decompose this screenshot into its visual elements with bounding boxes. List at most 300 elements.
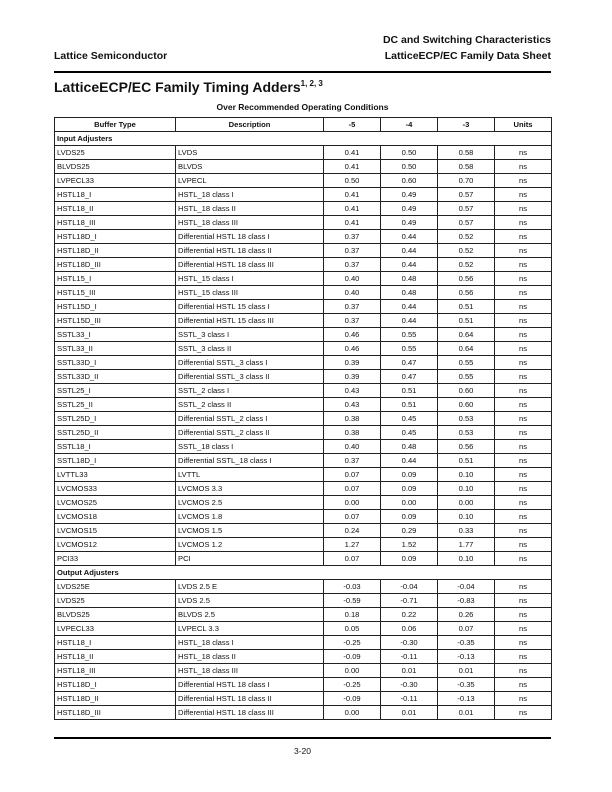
speed-3-cell: 0.01 <box>438 706 495 720</box>
table-row <box>55 160 552 174</box>
speed-4-cell: 0.49 <box>381 202 438 216</box>
units-cell: ns <box>495 230 552 244</box>
section-row <box>55 132 552 146</box>
speed-4-cell: 0.44 <box>381 230 438 244</box>
description-cell: SSTL_2 class I <box>176 384 324 398</box>
speed-4-cell: -0.71 <box>381 594 438 608</box>
speed-4-cell: 0.51 <box>381 384 438 398</box>
footer-rule <box>54 737 551 739</box>
speed-3-cell: -0.35 <box>438 678 495 692</box>
speed-4-cell: 0.09 <box>381 468 438 482</box>
speed-4-cell: 0.29 <box>381 524 438 538</box>
speed-4-cell: 0.49 <box>381 188 438 202</box>
units-cell: ns <box>495 300 552 314</box>
speed-4-cell: -0.30 <box>381 636 438 650</box>
title-footnotes: 1, 2, 3 <box>300 79 323 88</box>
speed-5-cell: -0.25 <box>324 678 381 692</box>
description-cell: LVCMOS 1.5 <box>176 524 324 538</box>
speed-4-cell: 0.47 <box>381 370 438 384</box>
speed-3-cell: 0.10 <box>438 482 495 496</box>
speed-4-cell: 0.44 <box>381 258 438 272</box>
table-row <box>55 440 552 454</box>
buffer-type-cell: SSTL33_II <box>55 342 176 356</box>
column-header: -3 <box>438 118 495 132</box>
description-cell: LVCMOS 1.2 <box>176 538 324 552</box>
buffer-type-cell: SSTL25_II <box>55 398 176 412</box>
table-row <box>55 552 552 566</box>
speed-5-cell: 0.37 <box>324 454 381 468</box>
speed-5-cell: 0.46 <box>324 342 381 356</box>
description-cell: Differential HSTL 18 class I <box>176 230 324 244</box>
speed-4-cell: 0.47 <box>381 356 438 370</box>
speed-5-cell: 0.18 <box>324 608 381 622</box>
description-cell: BLVDS 2.5 <box>176 608 324 622</box>
speed-4-cell: 0.60 <box>381 174 438 188</box>
speed-3-cell: 0.55 <box>438 370 495 384</box>
description-cell: SSTL_2 class II <box>176 398 324 412</box>
table-row <box>55 524 552 538</box>
table-row <box>55 370 552 384</box>
speed-4-cell: -0.04 <box>381 580 438 594</box>
page-number: 3-20 <box>293 746 311 756</box>
section-row <box>55 566 552 580</box>
company-name: Lattice Semiconductor <box>54 50 168 62</box>
units-cell: ns <box>495 370 552 384</box>
buffer-type-cell: SSTL33D_I <box>55 356 176 370</box>
table-row <box>55 426 552 440</box>
table-row <box>55 342 552 356</box>
speed-4-cell: 0.50 <box>381 146 438 160</box>
speed-3-cell: 0.70 <box>438 174 495 188</box>
speed-3-cell: 0.64 <box>438 342 495 356</box>
speed-3-cell: 0.51 <box>438 454 495 468</box>
buffer-type-cell: HSTL18_III <box>55 664 176 678</box>
units-cell: ns <box>495 706 552 720</box>
table-row <box>55 398 552 412</box>
timing-adders-table <box>54 117 552 720</box>
units-cell: ns <box>495 216 552 230</box>
buffer-type-cell: LVCMOS12 <box>55 538 176 552</box>
buffer-type-cell: HSTL18_II <box>55 650 176 664</box>
description-cell: HSTL_18 class III <box>176 664 324 678</box>
description-cell: Differential SSTL_2 class I <box>176 412 324 426</box>
units-cell: ns <box>495 580 552 594</box>
units-cell: ns <box>495 538 552 552</box>
speed-4-cell: 0.44 <box>381 314 438 328</box>
description-cell: SSTL_3 class II <box>176 342 324 356</box>
description-cell: LVDS 2.5 <box>176 594 324 608</box>
table-row <box>55 594 552 608</box>
description-cell: Differential HSTL 18 class III <box>176 706 324 720</box>
speed-4-cell: 0.09 <box>381 510 438 524</box>
units-cell: ns <box>495 272 552 286</box>
speed-3-cell: 0.10 <box>438 552 495 566</box>
units-cell: ns <box>495 552 552 566</box>
buffer-type-cell: BLVDS25 <box>55 160 176 174</box>
description-cell: SSTL_3 class I <box>176 328 324 342</box>
units-cell: ns <box>495 146 552 160</box>
table-row <box>55 272 552 286</box>
description-cell: Differential HSTL 18 class II <box>176 692 324 706</box>
speed-5-cell: 0.24 <box>324 524 381 538</box>
speed-5-cell: 0.07 <box>324 468 381 482</box>
table-row <box>55 650 552 664</box>
speed-5-cell: 0.00 <box>324 706 381 720</box>
speed-4-cell: 0.55 <box>381 342 438 356</box>
buffer-type-cell: SSTL25D_II <box>55 426 176 440</box>
speed-5-cell: 0.39 <box>324 356 381 370</box>
table-row <box>55 146 552 160</box>
speed-5-cell: -0.09 <box>324 650 381 664</box>
speed-5-cell: 0.00 <box>324 664 381 678</box>
table-row <box>55 496 552 510</box>
speed-3-cell: 0.01 <box>438 664 495 678</box>
buffer-type-cell: LVDS25 <box>55 594 176 608</box>
buffer-type-cell: SSTL18D_I <box>55 454 176 468</box>
speed-5-cell: -0.59 <box>324 594 381 608</box>
units-cell: ns <box>495 440 552 454</box>
table-row <box>55 188 552 202</box>
speed-3-cell: -0.35 <box>438 636 495 650</box>
units-cell: ns <box>495 678 552 692</box>
table-subtitle: Over Recommended Operating Conditions <box>216 102 389 112</box>
speed-3-cell: 0.26 <box>438 608 495 622</box>
units-cell: ns <box>495 258 552 272</box>
description-cell: SSTL_18 class I <box>176 440 324 454</box>
speed-3-cell: 0.52 <box>438 230 495 244</box>
units-cell: ns <box>495 650 552 664</box>
description-cell: LVDS <box>176 146 324 160</box>
buffer-type-cell: HSTL18D_III <box>55 706 176 720</box>
speed-3-cell: 0.10 <box>438 468 495 482</box>
speed-4-cell: 0.45 <box>381 412 438 426</box>
speed-3-cell: 0.58 <box>438 160 495 174</box>
units-cell: ns <box>495 608 552 622</box>
buffer-type-cell: LVCMOS15 <box>55 524 176 538</box>
buffer-type-cell: HSTL18_I <box>55 636 176 650</box>
speed-3-cell: 0.60 <box>438 384 495 398</box>
units-cell: ns <box>495 692 552 706</box>
buffer-type-cell: SSTL25D_I <box>55 412 176 426</box>
units-cell: ns <box>495 188 552 202</box>
description-cell: Differential HSTL 18 class I <box>176 678 324 692</box>
speed-4-cell: 0.48 <box>381 440 438 454</box>
speed-5-cell: 0.07 <box>324 510 381 524</box>
table-row <box>55 538 552 552</box>
speed-5-cell: 0.38 <box>324 426 381 440</box>
speed-3-cell: -0.04 <box>438 580 495 594</box>
speed-5-cell: 0.37 <box>324 300 381 314</box>
section-title: DC and Switching Characteristics <box>382 34 551 46</box>
speed-5-cell: 0.41 <box>324 146 381 160</box>
buffer-type-cell: LVCMOS25 <box>55 496 176 510</box>
speed-4-cell: 0.09 <box>381 552 438 566</box>
speed-5-cell: -0.09 <box>324 692 381 706</box>
description-cell: Differential SSTL_2 class II <box>176 426 324 440</box>
description-cell: Differential HSTL 18 class II <box>176 244 324 258</box>
table-row <box>55 622 552 636</box>
units-cell: ns <box>495 482 552 496</box>
speed-5-cell: 0.41 <box>324 216 381 230</box>
table-row <box>55 468 552 482</box>
table-row <box>55 482 552 496</box>
table-row <box>55 412 552 426</box>
description-cell: LVTTL <box>176 468 324 482</box>
speed-5-cell: 0.38 <box>324 412 381 426</box>
buffer-type-cell: HSTL18_II <box>55 202 176 216</box>
speed-3-cell: 0.57 <box>438 188 495 202</box>
speed-3-cell: 0.33 <box>438 524 495 538</box>
table-row <box>55 314 552 328</box>
units-cell: ns <box>495 594 552 608</box>
buffer-type-cell: HSTL15D_III <box>55 314 176 328</box>
description-cell: HSTL_18 class I <box>176 636 324 650</box>
table-row <box>55 706 552 720</box>
speed-4-cell: 0.48 <box>381 272 438 286</box>
column-header: -5 <box>324 118 381 132</box>
table-row <box>55 580 552 594</box>
description-cell: Differential HSTL 15 class III <box>176 314 324 328</box>
speed-3-cell: -0.13 <box>438 692 495 706</box>
buffer-type-cell: HSTL18D_I <box>55 678 176 692</box>
units-cell: ns <box>495 328 552 342</box>
speed-4-cell: 0.00 <box>381 496 438 510</box>
section-label: Output Adjusters <box>55 566 552 580</box>
speed-3-cell: 0.53 <box>438 426 495 440</box>
column-header: -4 <box>381 118 438 132</box>
speed-4-cell: 0.49 <box>381 216 438 230</box>
buffer-type-cell: LVCMOS18 <box>55 510 176 524</box>
table-row <box>55 678 552 692</box>
buffer-type-cell: HSTL15_III <box>55 286 176 300</box>
buffer-type-cell: LVCMOS33 <box>55 482 176 496</box>
buffer-type-cell: HSTL18D_II <box>55 244 176 258</box>
speed-5-cell: 0.05 <box>324 622 381 636</box>
speed-4-cell: -0.11 <box>381 692 438 706</box>
speed-4-cell: 0.06 <box>381 622 438 636</box>
units-cell: ns <box>495 664 552 678</box>
table-row <box>55 384 552 398</box>
speed-4-cell: 0.51 <box>381 398 438 412</box>
speed-3-cell: 0.56 <box>438 272 495 286</box>
description-cell: LVPECL 3.3 <box>176 622 324 636</box>
description-cell: LVCMOS 3.3 <box>176 482 324 496</box>
buffer-type-cell: PCI33 <box>55 552 176 566</box>
table-row <box>55 202 552 216</box>
speed-5-cell: 0.39 <box>324 370 381 384</box>
speed-5-cell: 0.37 <box>324 258 381 272</box>
buffer-type-cell: SSTL18_I <box>55 440 176 454</box>
speed-3-cell: 0.60 <box>438 398 495 412</box>
speed-4-cell: 0.01 <box>381 706 438 720</box>
speed-3-cell: 0.52 <box>438 244 495 258</box>
table-row <box>55 244 552 258</box>
speed-5-cell: -0.25 <box>324 636 381 650</box>
units-cell: ns <box>495 636 552 650</box>
buffer-type-cell: HSTL18D_II <box>55 692 176 706</box>
description-cell: HSTL_15 class I <box>176 272 324 286</box>
description-cell: Differential SSTL_3 class II <box>176 370 324 384</box>
speed-5-cell: 0.00 <box>324 496 381 510</box>
speed-3-cell: 0.58 <box>438 146 495 160</box>
speed-5-cell: 0.41 <box>324 188 381 202</box>
units-cell: ns <box>495 286 552 300</box>
table-row <box>55 454 552 468</box>
table-row <box>55 692 552 706</box>
table-row <box>55 300 552 314</box>
units-cell: ns <box>495 412 552 426</box>
table-row <box>55 174 552 188</box>
units-cell: ns <box>495 524 552 538</box>
buffer-type-cell: SSTL33_I <box>55 328 176 342</box>
section-label: Input Adjusters <box>55 132 552 146</box>
buffer-type-cell: HSTL18D_I <box>55 230 176 244</box>
table-row <box>55 608 552 622</box>
units-cell: ns <box>495 342 552 356</box>
buffer-type-cell: SSTL25_I <box>55 384 176 398</box>
buffer-type-cell: HSTL18_I <box>55 188 176 202</box>
table-row <box>55 510 552 524</box>
speed-5-cell: 0.07 <box>324 482 381 496</box>
speed-3-cell: 0.00 <box>438 496 495 510</box>
description-cell: LVCMOS 2.5 <box>176 496 324 510</box>
units-cell: ns <box>495 202 552 216</box>
buffer-type-cell: LVPECL33 <box>55 622 176 636</box>
header-rule <box>54 71 551 73</box>
speed-3-cell: 0.53 <box>438 412 495 426</box>
speed-4-cell: 0.48 <box>381 286 438 300</box>
buffer-type-cell: LVTTL33 <box>55 468 176 482</box>
buffer-type-cell: SSTL33D_II <box>55 370 176 384</box>
buffer-type-cell: LVDS25 <box>55 146 176 160</box>
table-row <box>55 286 552 300</box>
speed-3-cell: 0.57 <box>438 216 495 230</box>
speed-5-cell: 0.40 <box>324 286 381 300</box>
description-cell: HSTL_18 class I <box>176 188 324 202</box>
speed-5-cell: 0.41 <box>324 202 381 216</box>
table-row <box>55 216 552 230</box>
units-cell: ns <box>495 398 552 412</box>
units-cell: ns <box>495 244 552 258</box>
page-title <box>54 79 323 95</box>
speed-4-cell: 0.55 <box>381 328 438 342</box>
units-cell: ns <box>495 426 552 440</box>
buffer-type-cell: BLVDS25 <box>55 608 176 622</box>
speed-3-cell: -0.83 <box>438 594 495 608</box>
speed-5-cell: 1.27 <box>324 538 381 552</box>
speed-4-cell: 0.45 <box>381 426 438 440</box>
speed-3-cell: 1.77 <box>438 538 495 552</box>
description-cell: LVDS 2.5 E <box>176 580 324 594</box>
speed-3-cell: 0.07 <box>438 622 495 636</box>
description-cell: BLVDS <box>176 160 324 174</box>
speed-5-cell: 0.43 <box>324 398 381 412</box>
units-cell: ns <box>495 496 552 510</box>
document-title: LatticeECP/EC Family Data Sheet <box>384 50 551 62</box>
speed-4-cell: 0.44 <box>381 300 438 314</box>
speed-4-cell: -0.30 <box>381 678 438 692</box>
speed-4-cell: 0.22 <box>381 608 438 622</box>
speed-5-cell: -0.03 <box>324 580 381 594</box>
speed-4-cell: 0.01 <box>381 664 438 678</box>
speed-5-cell: 0.40 <box>324 440 381 454</box>
description-cell: LVPECL <box>176 174 324 188</box>
speed-3-cell: 0.10 <box>438 510 495 524</box>
speed-4-cell: 0.50 <box>381 160 438 174</box>
description-cell: Differential SSTL_18 class I <box>176 454 324 468</box>
table-row <box>55 356 552 370</box>
description-cell: HSTL_18 class III <box>176 216 324 230</box>
speed-5-cell: 0.50 <box>324 174 381 188</box>
speed-5-cell: 0.37 <box>324 244 381 258</box>
column-header: Units <box>495 118 552 132</box>
speed-5-cell: 0.43 <box>324 384 381 398</box>
speed-4-cell: 1.52 <box>381 538 438 552</box>
speed-5-cell: 0.46 <box>324 328 381 342</box>
buffer-type-cell: LVPECL33 <box>55 174 176 188</box>
units-cell: ns <box>495 174 552 188</box>
speed-4-cell: 0.44 <box>381 454 438 468</box>
table-header-row <box>55 118 552 132</box>
column-header: Description <box>176 118 324 132</box>
units-cell: ns <box>495 468 552 482</box>
speed-3-cell: 0.64 <box>438 328 495 342</box>
table-row <box>55 636 552 650</box>
speed-3-cell: 0.57 <box>438 202 495 216</box>
column-header: Buffer Type <box>55 118 176 132</box>
speed-3-cell: 0.52 <box>438 258 495 272</box>
speed-5-cell: 0.41 <box>324 160 381 174</box>
units-cell: ns <box>495 356 552 370</box>
speed-3-cell: 0.56 <box>438 286 495 300</box>
table-row <box>55 258 552 272</box>
units-cell: ns <box>495 384 552 398</box>
description-cell: Differential HSTL 15 class I <box>176 300 324 314</box>
units-cell: ns <box>495 510 552 524</box>
buffer-type-cell: HSTL15_I <box>55 272 176 286</box>
description-cell: HSTL_18 class II <box>176 202 324 216</box>
speed-3-cell: 0.51 <box>438 300 495 314</box>
description-cell: LVCMOS 1.8 <box>176 510 324 524</box>
table-row <box>55 664 552 678</box>
table-row <box>55 230 552 244</box>
buffer-type-cell: LVDS25E <box>55 580 176 594</box>
speed-5-cell: 0.07 <box>324 552 381 566</box>
speed-4-cell: 0.44 <box>381 244 438 258</box>
buffer-type-cell: HSTL18_III <box>55 216 176 230</box>
description-cell: Differential HSTL 18 class III <box>176 258 324 272</box>
units-cell: ns <box>495 160 552 174</box>
buffer-type-cell: HSTL18D_III <box>55 258 176 272</box>
speed-3-cell: 0.51 <box>438 314 495 328</box>
description-cell: HSTL_15 class III <box>176 286 324 300</box>
buffer-type-cell: HSTL15D_I <box>55 300 176 314</box>
title-text: LatticeECP/EC Family Timing Adders <box>54 79 301 95</box>
units-cell: ns <box>495 622 552 636</box>
description-cell: PCI <box>176 552 324 566</box>
units-cell: ns <box>495 454 552 468</box>
table-row <box>55 328 552 342</box>
speed-5-cell: 0.40 <box>324 272 381 286</box>
speed-3-cell: 0.55 <box>438 356 495 370</box>
speed-5-cell: 0.37 <box>324 314 381 328</box>
speed-3-cell: 0.56 <box>438 440 495 454</box>
speed-4-cell: -0.11 <box>381 650 438 664</box>
description-cell: HSTL_18 class II <box>176 650 324 664</box>
speed-4-cell: 0.09 <box>381 482 438 496</box>
units-cell: ns <box>495 314 552 328</box>
speed-5-cell: 0.37 <box>324 230 381 244</box>
